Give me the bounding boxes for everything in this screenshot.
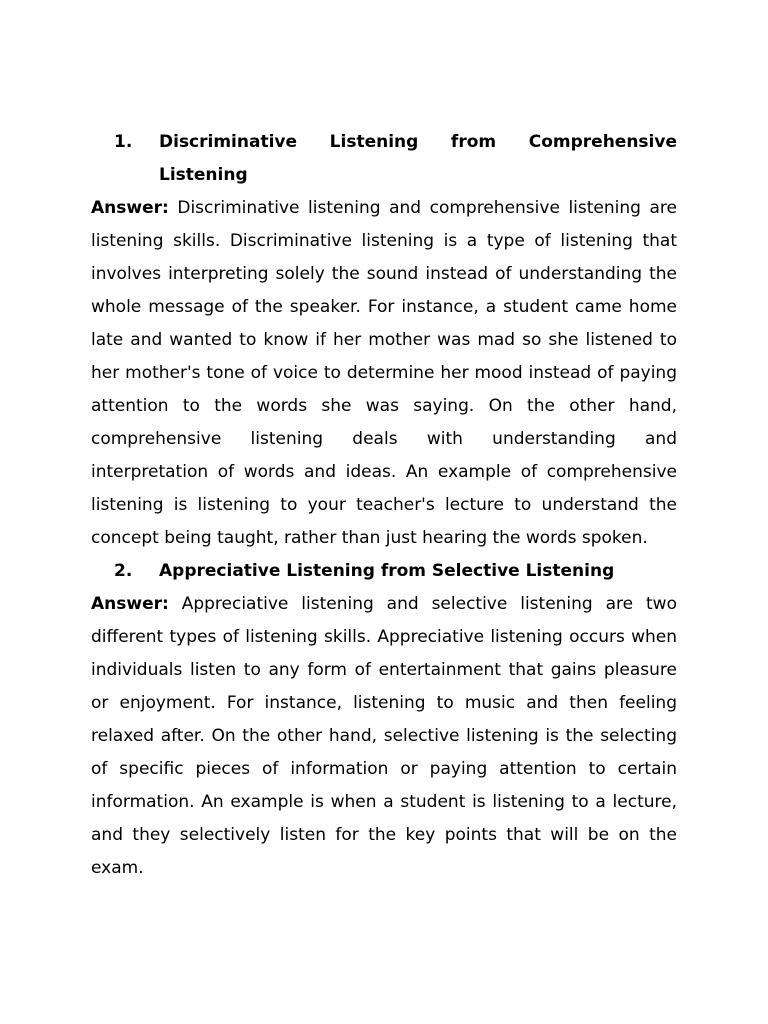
answer-paragraph xyxy=(91,588,677,885)
section-heading xyxy=(91,555,677,588)
document-page xyxy=(91,126,677,885)
section-title: Discriminative Listening from Comprehensive Listening xyxy=(159,132,677,185)
section-number: 1. xyxy=(114,132,133,152)
answer-paragraph xyxy=(91,192,677,555)
answer-text: Appreciative listening and selective listening are two different types of listening skills. Appreciative listening occurs when individuals listen to any form of entertainment that gains pleasure or enjoyment. For instance, listening to music and then feeling relaxed after. On the other hand, selective listening is the selecting of specific pieces of information or paying attention to certain information. An example is when a student is listening to a lecture, and they selectively listen for the key points that will be on the exam. xyxy=(91,594,677,878)
answer-label: Answer: xyxy=(91,594,169,614)
section-number: 2. xyxy=(114,561,133,581)
answer-label: Answer: xyxy=(91,198,169,218)
answer-text: Discriminative listening and comprehensive listening are listening skills. Discriminative listening is a type of listening that involves interpreting solely the sound instead of understanding the whole message of the speaker. For instance, a student came home late and wanted to know if her mother was mad so she listened to her mother's tone of voice to determine her mood instead of paying attention to the words she was saying. On the other hand, comprehensive listening deals with understanding and interpretation of words and ideas. An example of comprehensive listening is listening to your teacher's lecture to understand the concept being taught, rather than just hearing the words spoken. xyxy=(91,198,677,548)
section-heading xyxy=(91,126,677,192)
section-title: Appreciative Listening from Selective Listening xyxy=(159,561,615,581)
